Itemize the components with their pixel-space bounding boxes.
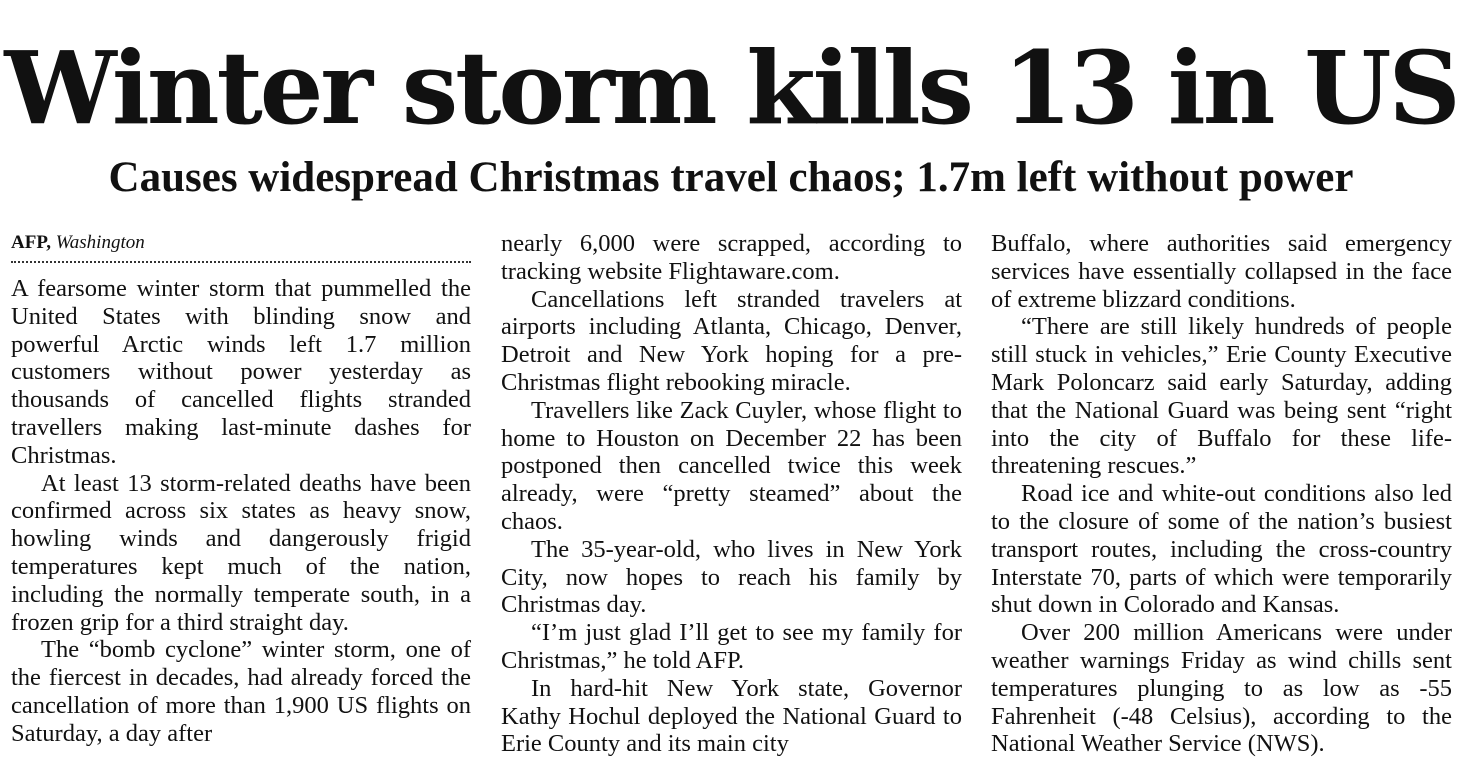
article-paragraph: Travellers like Zack Cuyler, whose flight to home to Houston on December 22 has been postponed then cancelled twice this week already, were “pretty steamed” about the chaos. [501,396,962,535]
article-paragraph-continued: Buffalo, where authorities said emergency services have essentially collapsed in the face of extreme blizzard conditions. [991,230,1452,313]
article-paragraph-continued: nearly 6,000 were scrapped, according to tracking website Flightaware.com. [501,230,962,285]
article-paragraph: “I’m just glad I’ll get to see my family for Christmas,” he told AFP. [501,619,962,674]
article-paragraph: The 35-year-old, who lives in New York City, now hopes to reach his family by Christmas day. [501,535,962,619]
byline [11,229,471,257]
article-paragraph: Over 200 million Americans were under weather warnings Friday as wind chills sent temperatures plunging to as low as -55 Fahrenheit (-48 Celsius), according to the National Weather Service (NWS). [991,619,1452,758]
headline: Winter storm kills 13 in US [4,29,1458,147]
subheadline: Causes widespread Christmas travel chaos; 1.7m left without power [108,154,1354,201]
article-column-3 [991,230,1452,758]
article-paragraph: Road ice and white-out conditions also led to the closure of some of the nation’s busiest transport routes, including the cross-country Interstate 70, parts of which were temporarily shut down in Colorado and Kansas. [991,480,1452,619]
article-paragraph: A fearsome winter storm that pummelled the United States with blinding snow and powerful Arctic winds left 1.7 million customers without power yesterday as thousands of cancelled flights stranded travellers making last-minute dashes for Christmas. [11,275,471,469]
article-paragraph: Cancellations left stranded travelers at airports including Atlanta, Chicago, Denver, Detroit and New York hoping for a pre-Christmas flight rebooking miracle. [501,285,962,396]
article-column-1 [11,229,471,748]
article-paragraph: In hard-hit New York state, Governor Kathy Hochul deployed the National Guard to Erie County and its main city [501,674,962,758]
dotted-divider [11,261,471,263]
byline-location: Washington [55,232,145,253]
article-paragraph: At least 13 storm-related deaths have been confirmed across six states as heavy snow, howling winds and dangerously frigid temperatures kept much of the nation, including the normally temperate south, in a frozen grip for a third straight day. [11,469,471,636]
article-paragraph: The “bomb cyclone” winter storm, one of the fiercest in decades, had already forced the cancellation of more than 1,900 US flights on Saturday, a day after [11,636,471,747]
byline-agency: AFP, [11,232,51,253]
article-column-2 [501,230,962,758]
article-paragraph: “There are still likely hundreds of people still stuck in vehicles,” Erie County Executive Mark Poloncarz said early Saturday, adding that the National Guard was being sent “right into the city of Buffalo for these life-threatening rescues.” [991,313,1452,480]
